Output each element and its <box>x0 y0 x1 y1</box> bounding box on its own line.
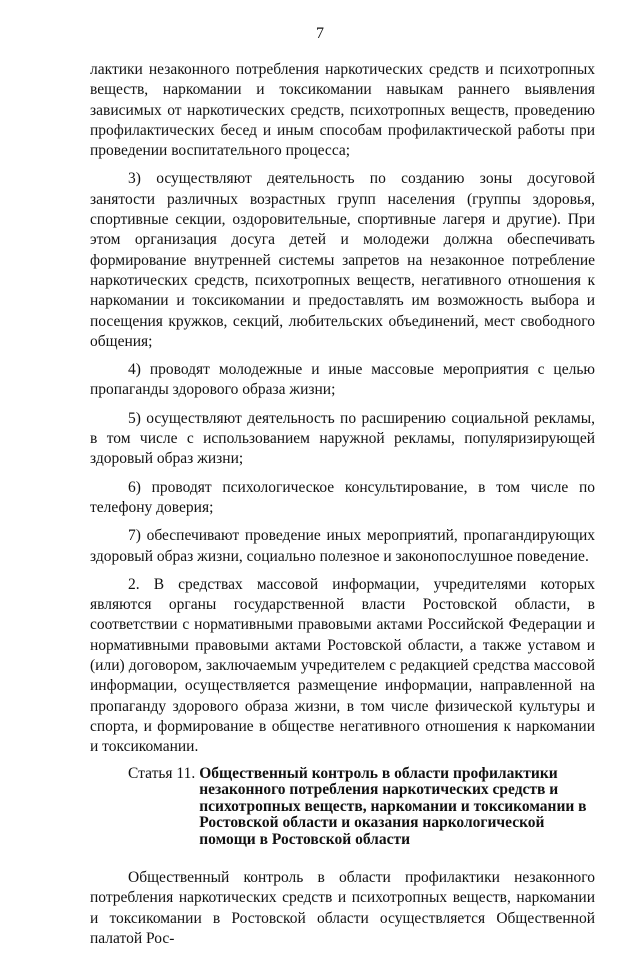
paragraph-item-3: 3) осуществляют деятельность по созданию зоны досуговой занятости различных возрастных групп населения (группы здоровья, спортивные секции, оздоровительные, спортивные лагеря и другие). При этом организация досуга детей и молодежи должна обеспечивать формирование внутренней системы запретов на незаконное потребление наркотических средств, психотропных веществ, негативного отношения к наркомании и токсикомании и предоставлять им возможность выбора и посещения кружков, секций, любительских объединений, мест свободного общения; <box>90 170 595 350</box>
article-heading <box>128 766 595 849</box>
paragraph-item-6: 6) проводят психологическое консультирование, в том числе по телефону доверия; <box>90 478 595 516</box>
paragraph-continuation: лактики незаконного потребления наркотических средств и психотропных веществ, наркомании и токсикомании навыкам раннего выявления зависимых от наркотических средств, психотропных веществ, проведению профилактических бесед и иным способам профилактической работы при проведении воспитательного процесса; <box>90 61 595 160</box>
article-title: Общественный контроль в области профилактики незаконного потребления наркотических средств и психотропных веществ, наркомании и токсикомании в Ростовской области и оказания наркологической помощи в Ростовской области <box>199 764 587 848</box>
paragraph-item-5: 5) осуществляют деятельность по расширению социальной рекламы, в том числе с использованием наружной рекламы, популяризирующей здоровый образ жизни; <box>90 409 595 468</box>
paragraph-item-7: 7) обеспечивают проведение иных мероприятий, пропагандирующих здоровый образ жизни, социально полезное и законопослушное поведение. <box>90 527 595 565</box>
page-number: 7 <box>316 25 324 42</box>
document-body <box>90 60 595 957</box>
paragraph-article-11: Общественный контроль в области профилактики незаконного потребления наркотических средств и психотропных веществ, наркомании и токсикомании в Ростовской области осуществляется Общественной палатой Рос- <box>90 869 595 947</box>
paragraph-item-4: 4) проводят молодежные и иные массовые мероприятия с целью пропаганды здорового образа жизни; <box>90 361 595 399</box>
article-number: Статья 11. <box>128 764 196 782</box>
paragraph-section-2: 2. В средствах массовой информации, учредителями которых являются органы государственной власти Ростовской области, в соответствии с нормативными правовыми актами Российской Федерации и нормативными правовыми актами Ростовской области, а также уставом и (или) договором, заключаемым учредителем с редакцией средства массовой информации, осуществляется размещение информации, направленной на пропаганду здорового образа жизни, в том числе физической культуры и спорта, и формирование в обществе негативного отношения к наркомании и токсикомании. <box>90 575 595 756</box>
